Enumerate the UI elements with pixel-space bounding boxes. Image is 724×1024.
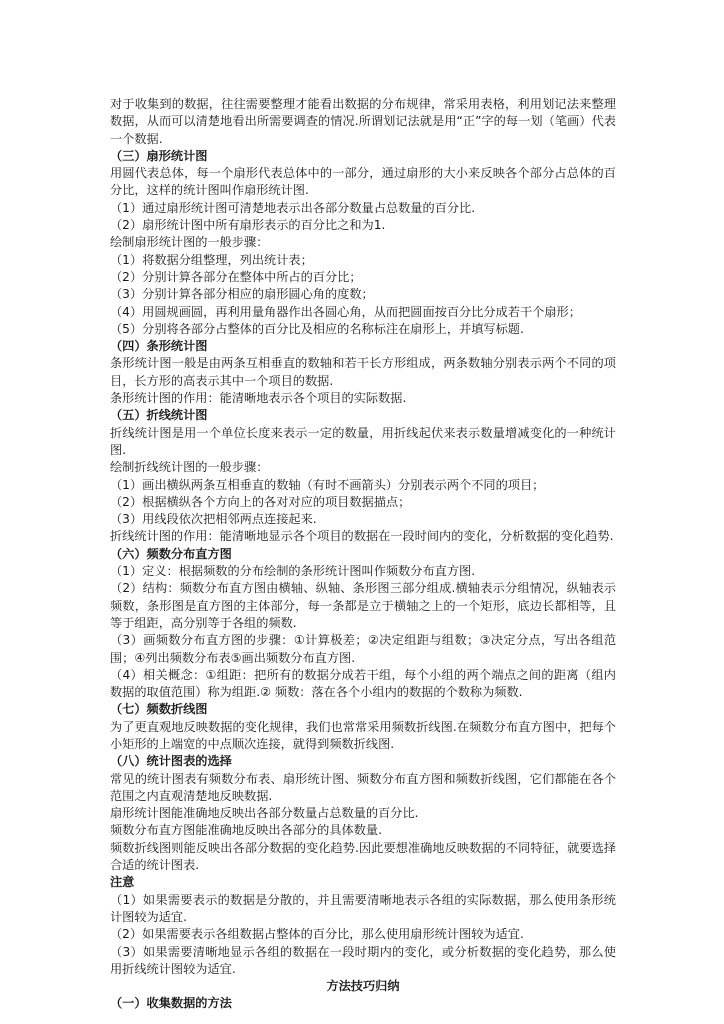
section-heading: （八）统计图表的选择 <box>110 754 232 769</box>
section-heading: 注意 <box>110 875 135 890</box>
paragraph: （1）将数据分组整理，列出统计表； <box>110 252 313 267</box>
section-title: 方法技巧归纳 <box>326 979 400 994</box>
paragraph: 绘制折线统计图的一般步骤： <box>110 460 269 475</box>
section-heading: （六）频数分布直方图 <box>110 546 232 561</box>
paragraph: （2）结构：频数分布直方图由横轴、纵轴、条形图三部分组成.横轴表示分组情况，纵轴表示频数，条形图是直方图的主体部分，每一条都是立于横轴之上的一个矩形，底边长都相等，且等于组距，高分别等于各组的频数. <box>110 581 616 630</box>
paragraph: 条形统计图一般是由两条互相垂直的数轴和若干长方形组成，两条数轴分别表示两个不同的项目，长方形的高表示其中一个项目的数据. <box>110 356 616 388</box>
paragraph: 为了更直观地反映数据的变化规律，我们也常常采用频数折线图.在频数分布直方图中，把每个小矩形的上端宽的中点顺次连接，就得到频数折线图. <box>110 719 616 751</box>
paragraph: 常见的统计图表有频数分布表、扇形统计图、频数分布直方图和频数折线图，它们都能在各个范围之内直观清楚地反映数据. <box>110 771 616 803</box>
paragraph: （1）通过扇形统计图可清楚地表示出各部分数量占总数量的百分比. <box>110 200 476 215</box>
paragraph: （4）用圆规画圆，再利用量角器作出各圆心角，从而把圆面按百分比分成若干个扇形； <box>110 304 581 319</box>
paragraph: 折线统计图是用一个单位长度来表示一定的数量，用折线起伏来表示数量增减变化的一种统计图. <box>110 425 616 457</box>
document-page <box>110 96 616 1013</box>
paragraph: （4）相关概念：①组距：把所有的数据分成若干组，每个小组的两个端点之间的距离（组内数据的取值范围）称为组距.② 频数：落在各个小组内的数据的个数称为频数. <box>110 667 616 700</box>
paragraph: （3）如果需要清晰地显示各组的数据在一段时期内的变化，或分析数据的变化趋势，那么使用折线统计图较为适宜. <box>110 944 616 976</box>
paragraph: 用圆代表总体，每一个扇形代表总体中的一部分，通过扇形的大小来反映各个部分占总体的百分比，这样的统计图叫作扇形统计图. <box>110 166 616 198</box>
paragraph: （2）分别计算各部分在整体中所占的百分比； <box>110 269 362 284</box>
paragraph: 绘制扇形统计图的一般步骤： <box>110 235 269 250</box>
paragraph: （2）根据横纵各个方向上的各对对应的项目数据描点； <box>110 494 411 509</box>
paragraph: 条形统计图的作用：能清晰地表示各个项目的实际数据. <box>110 391 407 406</box>
paragraph: （2）扇形统计图中所有扇形表示的百分比之和为1. <box>110 218 386 233</box>
paragraph: （3）分别计算各部分相应的扇形圆心角的度数； <box>110 287 374 302</box>
document-body <box>110 96 616 978</box>
section-heading: （四）条形统计图 <box>110 339 208 354</box>
paragraph: （5）分别将各部分占整体的百分比及相应的名称标注在扇形上，并填写标题. <box>110 321 524 336</box>
paragraph: （1）定义：根据频数的分布绘制的条形统计图叫作频数分布直方图. <box>110 564 476 579</box>
section-heading: （一）收集数据的方法 <box>110 996 232 1011</box>
paragraph: （1）画出横纵两条互相垂直的数轴（有时不画箭头）分别表示两个不同的项目； <box>110 477 545 492</box>
paragraph: （3）用线段依次把相邻两点连接起来. <box>110 512 317 527</box>
paragraph: 频数分布直方图能准确地反映出各部分的具体数量. <box>110 823 382 838</box>
paragraph: （1）如果需要表示的数据是分散的，并且需要清晰地表示各组的实际数据，那么使用条形统计图较为适宜. <box>110 892 616 924</box>
paragraph: 对于收集到的数据，往往需要整理才能看出数据的分布规律，常采用表格，利用划记法来整理数据，从而可以清楚地看出所需要调查的情况.所谓划记法就是用“正”字的每一划（笔画）代表一个数据. <box>110 97 616 146</box>
paragraph: （2）如果需要表示各组数据占整体的百分比，那么使用扇形统计图较为适宜. <box>110 927 524 942</box>
section-heading: （五）折线统计图 <box>110 408 208 423</box>
paragraph: （3）画频数分布直方图的步骤：①计算极差；②决定组距与组数；③决定分点，写出各组范围；④列出频数分布表⑤画出频数分布直方图. <box>110 633 616 665</box>
paragraph: 折线统计图的作用：能清晰地显示各个项目的数据在一段时间内的变化，分析数据的变化趋势. <box>110 529 614 544</box>
section-heading: （七）频数折线图 <box>110 702 208 717</box>
paragraph: 扇形统计图能准确地反映出各部分数量占总数量的百分比. <box>110 806 419 821</box>
paragraph: 频数折线图则能反映出各部分数据的变化趋势.因此要想准确地反映数据的不同特征，就要选择合适的统计图表. <box>110 840 616 873</box>
section-heading: （三）扇形统计图 <box>110 148 208 163</box>
